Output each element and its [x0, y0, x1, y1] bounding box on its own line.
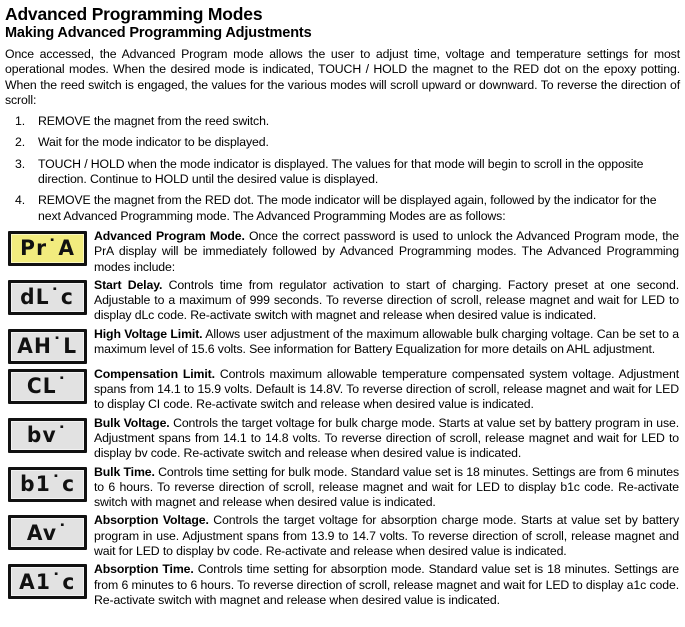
mode-row [5, 328, 682, 364]
lcd-display-5 [8, 418, 87, 453]
intro-paragraph: Once accessed, the Advanced Program mode allows the user to adjust time, voltage and temperature settings for most operational modes. When the desired mode is indicated, TOUCH / HOLD the magnet to the RED dot on the epoxy potting. When the reed switch is engaged, the values for the various modes will scroll upward or downward. To reverse the direction of scroll: [5, 47, 680, 107]
mode-description [94, 416, 682, 462]
lcd-display-code: Av˙ [26, 520, 69, 545]
procedure-step [5, 157, 682, 188]
mode-row [5, 563, 682, 608]
lcd-display-code: dL˙c [20, 285, 75, 310]
mode-description-text: Controls the target voltage for absorption charge mode. Starts at value set by battery program in use. Adjustment spans from 13.9 to 14.7 volts. To reverse direction of scroll, release magnet and wait for LED to display bv code. Re-activate and release when desired value is indicated. [94, 513, 679, 559]
lcd-display-4 [8, 369, 87, 404]
mode-row [5, 279, 682, 324]
programming-modes-list [5, 230, 682, 608]
lcd-display-3 [8, 329, 87, 364]
mode-description [94, 278, 682, 324]
lcd-display-code: AH˙L [17, 334, 78, 359]
mode-description-text: Controls maximum allowable temperature compensated system voltage. Adjustment spans from 14.1 to 15.9 volts. Default is 14.8V. To reverse direction of scroll, release magnet and wait for LED to display CI code. Re-activate switch and release when desired value is indicated. [94, 366, 679, 412]
mode-description-text: Allows user adjustment of the maximum allowable bulk charging voltage. Can be set to a maximum level of 15.6 volts. See information for Battery Equalization for more details on AHL adjustment. [94, 326, 679, 357]
mode-description-text: Once the correct password is used to unlock the Advanced Program mode, the PrA display will be immediately followed by Advanced Programming modes. The Advanced Programming modes include: [94, 228, 679, 274]
mode-description-text: Controls the target voltage for bulk charge mode. Starts at value set by battery program in use. Adjustment spans from 14.1 to 14.8 volts. To reverse direction of scroll, release magnet and wait for LED to display bv code. Re-activate switch and release when desired value is indicated. [94, 415, 680, 461]
lcd-display-code: CL˙ [26, 374, 69, 399]
step-text: REMOVE the magnet from the reed switch. [38, 114, 270, 129]
mode-description-text: Controls time setting for bulk mode. Standard value set is 18 minutes. Settings are from 6 minutes to 6 hours. To reverse direction of scroll, release magnet and wait for LED to display b1c code. Re-activate switch with magnet and release when desired value is indicated. [94, 464, 679, 510]
page-title: Advanced Programming Modes [5, 4, 263, 24]
step-text: TOUCH / HOLD when the mode indicator is displayed. The values for that mode will begin to scroll in the opposite direction. Continue to HOLD until the desired value is displayed. [38, 156, 644, 187]
mode-name: Absorption Voltage. [94, 513, 209, 528]
page-subtitle: Making Advanced Programming Adjustments [5, 25, 312, 41]
lcd-display-code: bv˙ [26, 423, 69, 448]
procedure-step [5, 114, 682, 129]
lcd-display-8 [8, 564, 87, 599]
mode-row [5, 230, 682, 275]
procedure-step [5, 135, 682, 150]
mode-name: Bulk Voltage. [94, 415, 170, 430]
mode-description-text: Controls time from regulator activation to start of charging. Factory preset at one second. Adjustable to a maximum of 999 seconds. To reverse direction of scroll, release magnet and wait for LED to display dLc code. Re-activate switch with magnet and release when desired value is indicated. [94, 277, 679, 323]
step-number: 4. [15, 193, 26, 208]
step-number: 1. [15, 114, 26, 129]
lcd-display-7 [8, 515, 87, 550]
mode-description [94, 229, 682, 275]
procedure-step [5, 193, 682, 224]
procedure-steps-list [5, 114, 682, 224]
step-text: Wait for the mode indicator to be displayed. [38, 135, 269, 150]
lcd-display-code: A1˙c [19, 569, 76, 594]
mode-description [94, 367, 682, 413]
lcd-display-1 [8, 231, 87, 266]
lcd-display-2 [8, 280, 87, 315]
mode-name: Compensation Limit. [94, 366, 215, 381]
mode-name: Start Delay. [94, 277, 163, 292]
mode-name: High Voltage Limit. [94, 326, 203, 341]
lcd-display-6 [8, 467, 87, 502]
mode-name: Bulk Time. [94, 464, 155, 479]
mode-description [94, 465, 682, 511]
mode-name: Advanced Program Mode. [94, 228, 245, 243]
mode-description-text: Controls time setting for absorption mode. Standard value set is 18 minutes. Settings are from 6 minutes to 6 hours. To reverse direction of scroll, release magnet and wait for LED to display a1c code. Re-activate switch with magnet and release when desired value is indicated. [94, 562, 680, 607]
mode-row [5, 466, 682, 511]
mode-name: Absorption Time. [94, 562, 194, 577]
step-number: 3. [15, 156, 26, 171]
lcd-display-code: Pr˙A [19, 236, 76, 261]
lcd-display-code: b1˙c [19, 472, 76, 497]
mode-row [5, 368, 682, 413]
step-text: REMOVE the magnet from the RED dot. The mode indicator will be displayed again, followed by the indicator for the next Advanced Programming mode. The Advanced Programming Modes are as follows: [38, 193, 657, 223]
mode-row [5, 417, 682, 462]
mode-row [5, 514, 682, 559]
mode-description [94, 327, 682, 358]
mode-description [94, 513, 682, 559]
step-number: 2. [15, 135, 26, 150]
mode-description [94, 562, 682, 608]
